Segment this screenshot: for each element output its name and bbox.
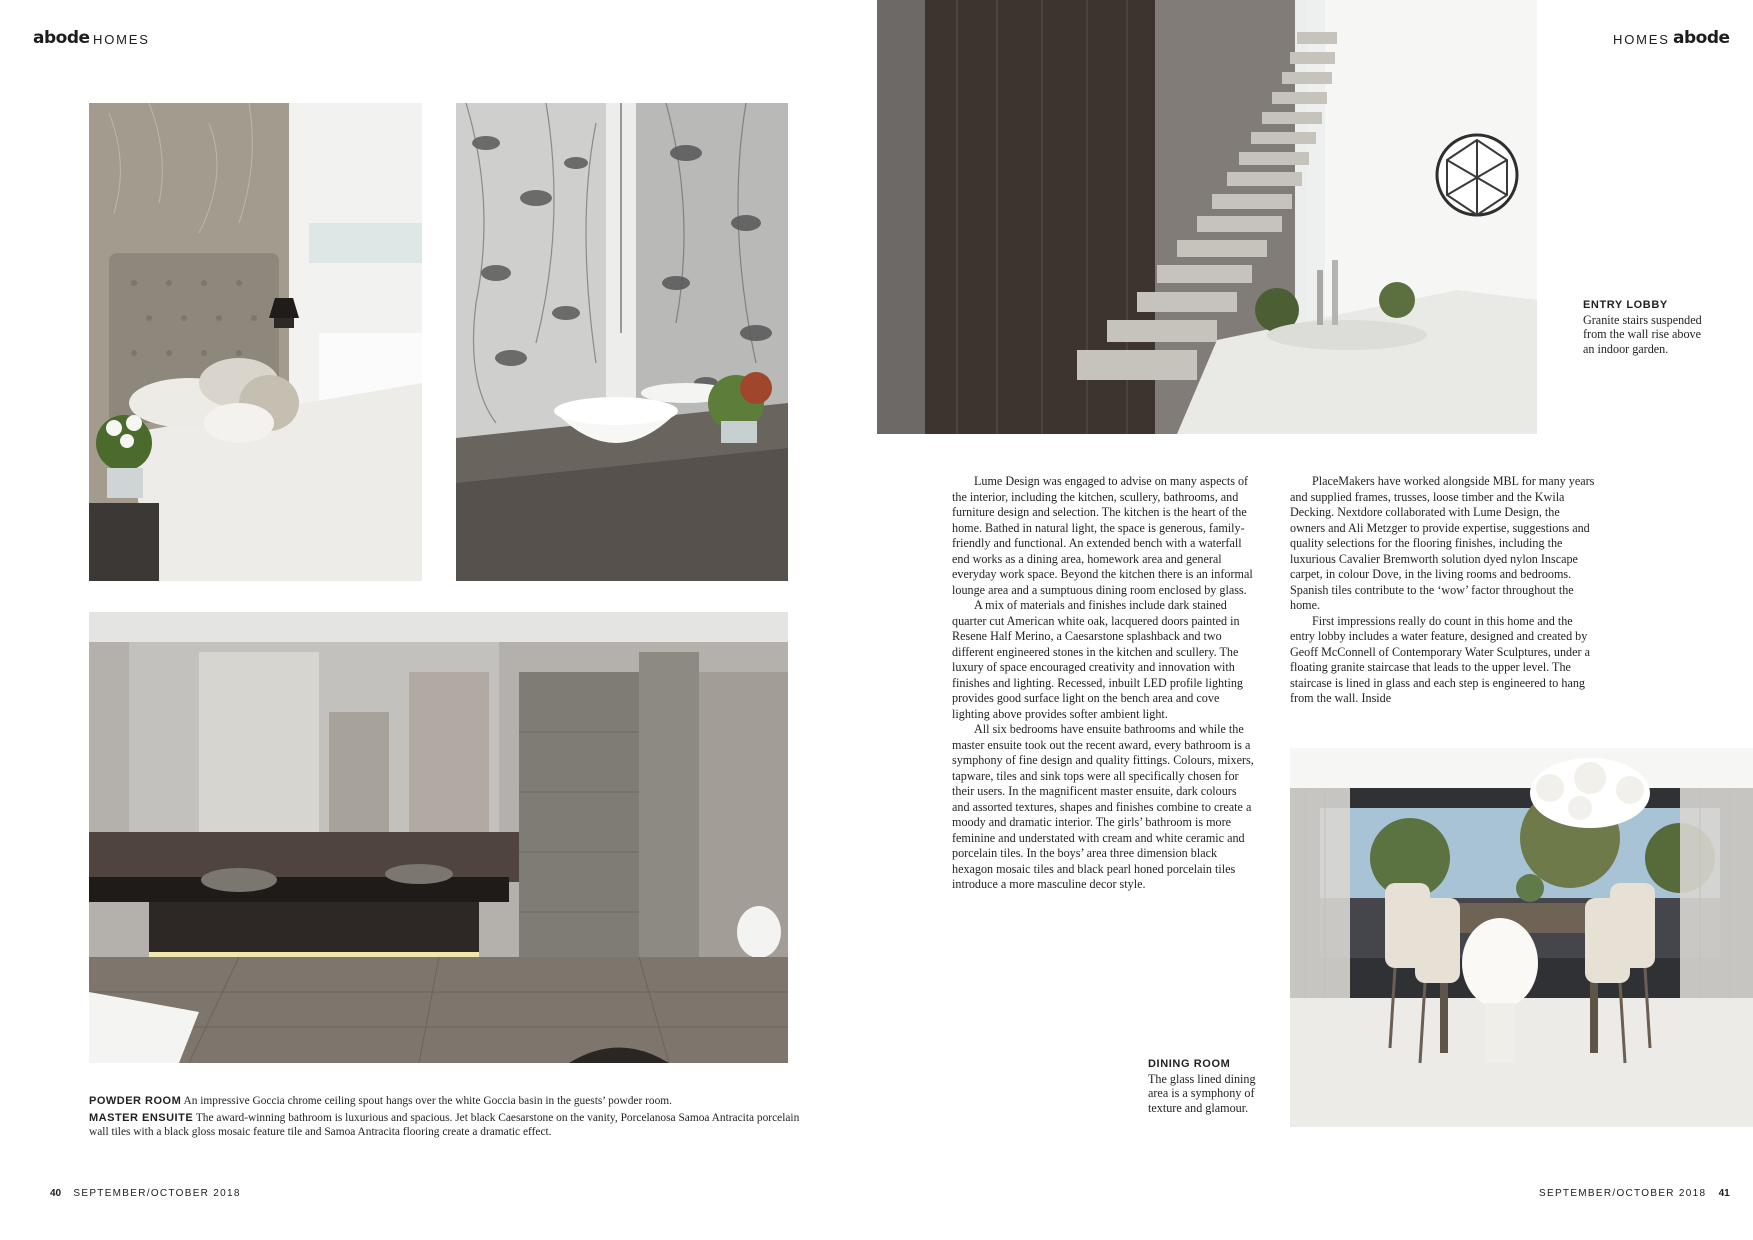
- powder-room-caption: [89, 1094, 809, 1108]
- right-logo: abode: [1673, 28, 1730, 48]
- dining-room-photo: [1290, 748, 1753, 1127]
- article-paragraph: First impressions really do count in this home and the entry lobby includes a water feature, designed and created by Geoff McConnell of Contemporary Water Sculptures, under a floating granite staircase that leads to the upper level. The staircase is lined in glass and each step is engineered to hang from the wall. Inside: [1290, 613, 1590, 705]
- article-paragraph: PlaceMakers have worked alongside MBL for many years and supplied frames, trusses, loose timber and the Kwila Decking. Nextdore collaborated with Lume Design, the owners and Ali Metzger to provide expertise, suggestions and quality selections for the flooring finishes, including the luxurious Cavalier Bremworth solution dyed nylon Inscape carpet, in colour Dove, in the living rooms and bedrooms. Spanish tiles contribute to the ‘wow’ factor throughout the home.: [1290, 474, 1595, 612]
- master-ensuite-photo: [89, 612, 788, 1063]
- left-page-number: 40: [50, 1188, 62, 1199]
- entry-lobby-caption: [1583, 298, 1703, 356]
- article-column-1: [952, 474, 1257, 893]
- entry-lobby-caption-title: ENTRY LOBBY: [1583, 299, 1668, 311]
- powder-room-caption-text: An impressive Goccia chrome ceiling spout hangs over the white Goccia basin in the guests’ powder room.: [183, 1095, 673, 1107]
- master-ensuite-caption-text: The award-winning bathroom is luxurious and spacious. Jet black Caesarstone on the vanity, Porcelanosa Samoa Antracita porcelain wall tiles with a black gloss mosaic feature tile and Samoa Antracita flooring create a dramatic effect.: [89, 1112, 800, 1138]
- bedroom-photo: [89, 103, 422, 581]
- powder-room-photo: [456, 103, 788, 581]
- right-section-label: HOMES: [1613, 32, 1670, 47]
- article-paragraph: A mix of materials and finishes include dark stained quarter cut American white oak, lacquered doors painted in Resene Half Merino, a Caesarstone splashback and two different engineered stones in the kitchen and scullery. The luxury of space encouraged creativity and innovation with finishes and lighting. Recessed, inbuilt LED profile lighting provides good surface light on the bench area and cove lighting above provides softer ambient light.: [952, 598, 1243, 721]
- left-issue-date: SEPTEMBER/OCTOBER 2018: [73, 1188, 241, 1199]
- article-paragraph: Lume Design was engaged to advise on many aspects of the interior, including the kitchen, scullery, bathrooms, and furniture design and selection. The kitchen is the heart of the home. Bathed in natural light, the space is generous, family-friendly and functional. An extended bench with a waterfall end works as a dining area, homework area and general everyday work space. Beyond the kitchen there is an informal lounge area and a sumptuous dining room enclosed by glass.: [952, 474, 1253, 597]
- dining-room-caption-text: The glass lined dining area is a symphony of texture and glamour.: [1148, 1071, 1256, 1115]
- master-ensuite-caption-title: MASTER ENSUITE: [89, 1112, 194, 1124]
- article-paragraph: All six bedrooms have ensuite bathrooms and while the master ensuite took out the recent award, every bathroom is a symphony of fine design and quality fittings. Colours, mixers, tapware, tiles and sink tops were all specifically chosen for their users. In the magnificent master ensuite, dark colours and assorted textures, shapes and finishes combine to create a moody and dramatic interior. The girls’ bathroom is more feminine and understated with cream and white ceramic and porcelain tiles. In the boys’ area three dimension black hexagon mosaic tiles and black pearl honed porcelain tiles introduce a more masculine decor style.: [952, 722, 1254, 891]
- dining-room-caption: [1148, 1057, 1268, 1115]
- left-logo: abode: [33, 28, 90, 48]
- dining-room-caption-title: DINING ROOM: [1148, 1058, 1231, 1070]
- right-folio: [1539, 1188, 1730, 1199]
- bottom-captions: [89, 1094, 809, 1142]
- master-ensuite-caption: [89, 1111, 809, 1139]
- powder-room-caption-title: POWDER ROOM: [89, 1095, 182, 1107]
- left-folio: [50, 1188, 241, 1199]
- right-page-number: 41: [1718, 1188, 1730, 1199]
- right-issue-date: SEPTEMBER/OCTOBER 2018: [1539, 1188, 1707, 1199]
- entry-lobby-caption-text: Granite stairs suspended from the wall rise above an indoor garden.: [1583, 312, 1702, 356]
- entry-lobby-photo: [877, 0, 1537, 434]
- left-section-label: HOMES: [93, 32, 150, 47]
- article-column-2: [1290, 474, 1595, 707]
